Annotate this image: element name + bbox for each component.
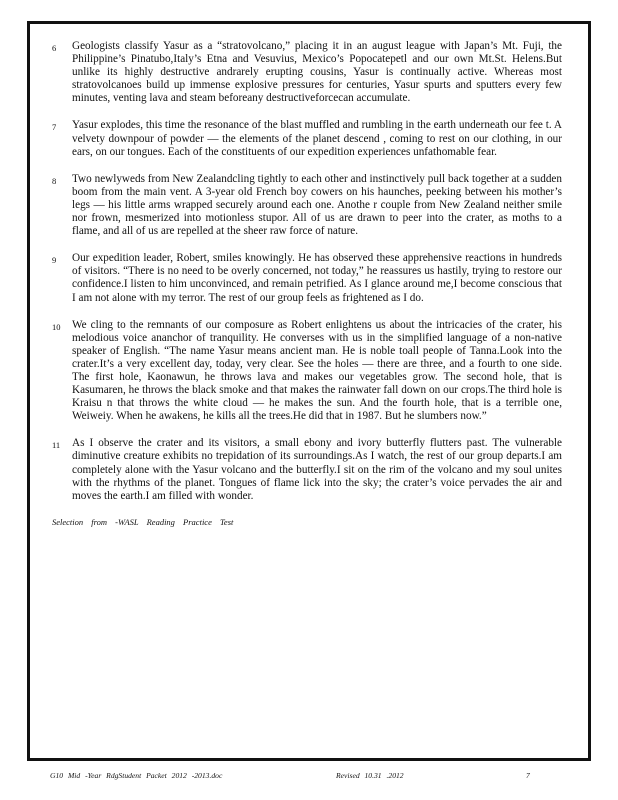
- paragraph-text: Two newlyweds from New Zealandcling tightly to each other and instinctively pull back together at a sudden boom from the main vent. A 3-year old French boy cowers on his haunches, peeking between his mother’s legs — his little arms wrapped securely around each one. Anothe r couple from New Zealand neither smile nor frown, mesmerized into motionless stupor. All of us are drawn to peer into the crater, as moths to a flame, and all of us are repelled at the sheer raw force of nature.: [72, 172, 562, 238]
- paragraph-text: As I observe the crater and its visitors, a small ebony and ivory butterfly flutters past. The vulnerable diminutive creature exhibits no trepidation of its surroundings.As I watch, the rest of our group departs.I am completely alone with the Yasur volcano and the butterfly.I sit on the rim of the volcano and my soul unites with the rhythms of the planet. Tongues of flame lick into the sky; the crater’s voice pervades the air and moves the earth.I am filled with wonder.: [72, 437, 562, 502]
- paragraph-number: 8: [52, 175, 57, 186]
- paragraph-10: [52, 319, 562, 424]
- paragraph-6: [52, 40, 562, 105]
- paragraph-text: Geologists classify Yasur as a “stratovolcano,” placing it in an august league with Japan’s Mt. Fuji, the Philippine’s Pinatubo,Italy’s Etna and Vesuvius, Mexico’s Popocatepetl and our own Mt.St. Helens.But unlike its highly destructive andrarely erupting cousins, Yasur is continually active. Whereas most stratovolcanoes build up immense explosive pressures for centuries, Yasur spurts and sputters every few minutes, venting lava and steam beforeany destructiveforcecan accumulate.: [72, 40, 562, 105]
- document-body: [52, 40, 562, 527]
- paragraph-text: Yasur explodes, this time the resonance of the blast muffled and rumbling in the earth underneath our fee t. A velvety downpour of powder — the elements of the planet descend , coming to rest on our clothing, in our ears, on our tongues. Each of the constituents of our expedition experiences unfathomable fear.: [72, 119, 562, 158]
- paragraph-number: 11: [52, 440, 61, 451]
- paragraph-number: 10: [52, 321, 61, 332]
- paragraph-number: 9: [52, 255, 57, 266]
- paragraph-number: 6: [52, 43, 57, 53]
- source-citation: Selection from -WASL Reading Practice Test: [52, 516, 234, 527]
- footer-filename: G10 Mid -Year RdgStudent Packet 2012 -2013.doc: [50, 771, 223, 780]
- paragraph-number: 7: [52, 122, 57, 133]
- paragraph-9: [52, 252, 562, 304]
- paragraph-text: We cling to the remnants of our composure as Robert enlightens us about the intricacies of the crater, his melodious voice ananchor of tranquility. He converses with us in the simplified language of a non-native speaker of English. “The name Yasur means ancient man. He is noble toall people of Tanna.Look into the crater.It’s a very excellent day, today, very clear. See the holes — there are three, and a fourth to one side. The first hole, Kaonawun, he throws lava and makes our vegetables grow. The second hole, that is Kasumaren, he throws the black smoke and that makes the rainwater fall down on our crops.The third hole is Kraisu n that throws the white cloud — he makes the sun. And the fourth hole, that is a terrible one, Weiweiy. When he awakens, he kills all the trees.He did that in 1987. But he slumbers now.”: [72, 318, 562, 423]
- page-number: 7: [526, 771, 530, 780]
- paragraph-7: [52, 119, 562, 158]
- paragraph-11: [52, 437, 562, 502]
- paragraph-8: [52, 173, 562, 238]
- paragraph-text: Our expedition leader, Robert, smiles knowingly. He has observed these apprehensive reactions in hundreds of visitors. “There is no need to be overly concerned, not today,” he reassures us hastily, trying to restore our confidence.I listen to him unconvinced, and remain petrified. As I glance around me,I become conscious that I am not alone with my terror. The rest of our group feels as frightened as I do.: [72, 252, 562, 304]
- footer-revised-date: Revised 10.31 .2012: [336, 771, 404, 780]
